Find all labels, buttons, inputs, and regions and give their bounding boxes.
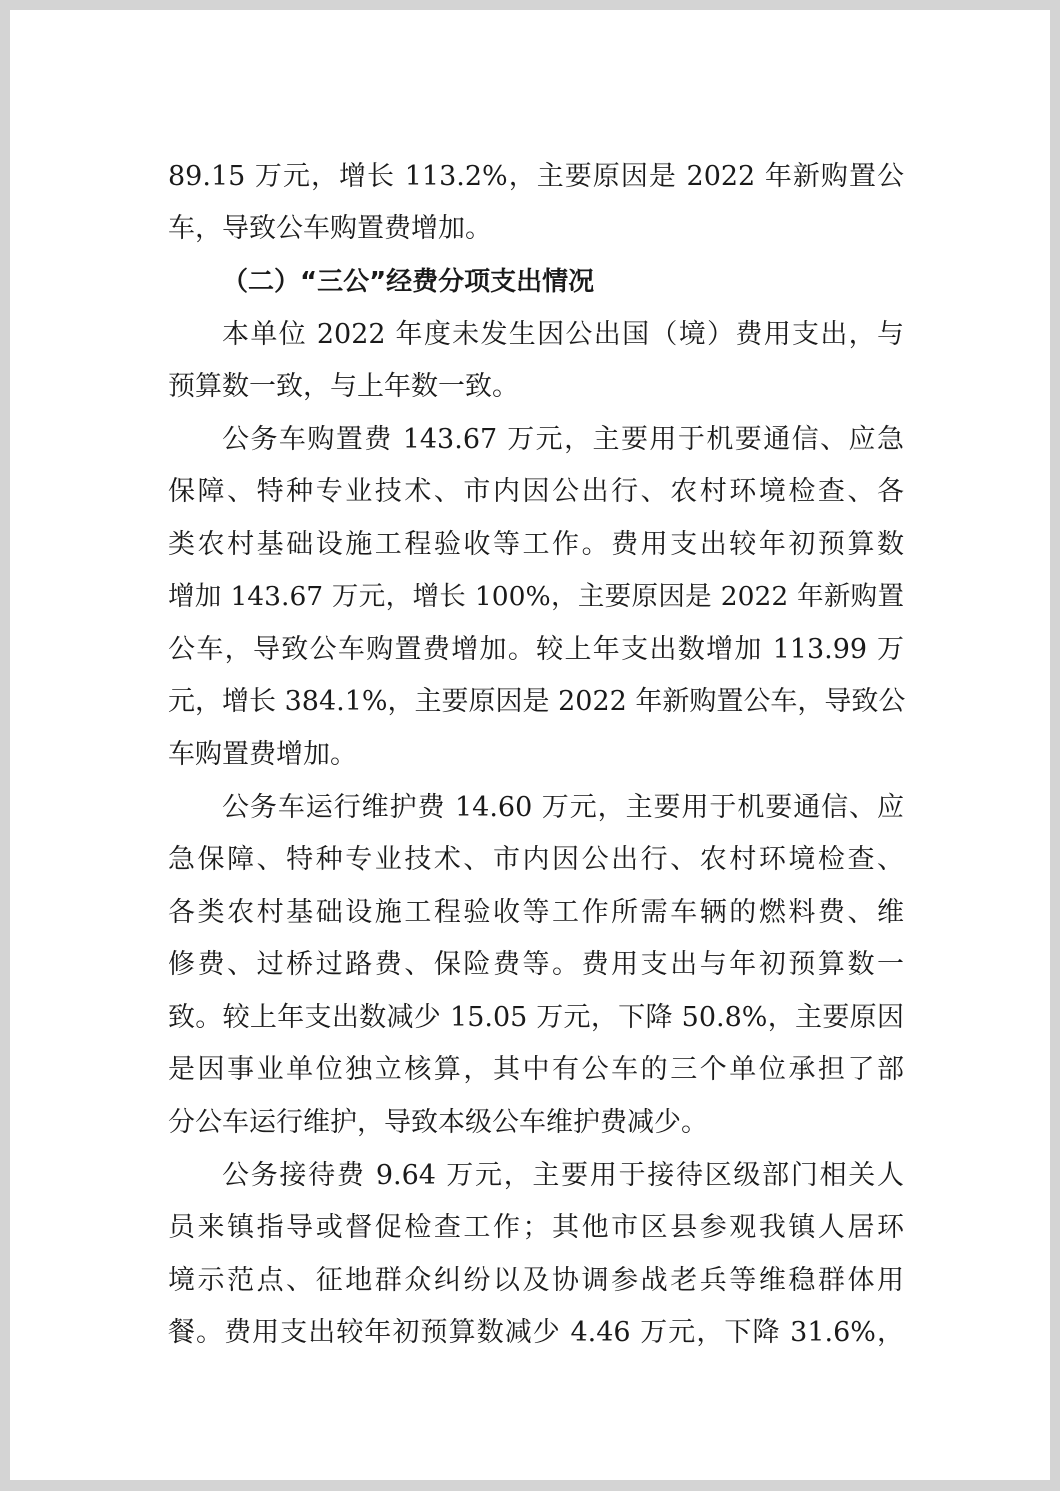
text-line: 车，导致公车购置费增加。 (168, 213, 492, 244)
text-line: 类农村基础设施工程验收等工作。费用支出较年初预算数 (168, 529, 904, 560)
text-line: 元，增长 384.1%，主要原因是 2022 年新购置公车，导致公 (168, 686, 906, 717)
text-line: 境示范点、征地群众纠纷以及协调参战老兵等维稳群体用 (168, 1265, 904, 1296)
text-line: 增加 143.67 万元，增长 100%，主要原因是 2022 年新购置 (168, 581, 904, 612)
text-line: 公务车运行维护费 14.60 万元，主要用于机要通信、应 (222, 792, 904, 823)
document-page (10, 10, 1050, 1480)
text-line: 员来镇指导或督促检查工作；其他市区县参观我镇人居环 (168, 1212, 904, 1243)
text-line: 车购置费增加。 (168, 739, 357, 770)
text-line: 分公车运行维护，导致本级公车维护费减少。 (168, 1107, 708, 1138)
text-line: 餐。费用支出较年初预算数减少 4.46 万元，下降 31.6%， (168, 1317, 904, 1348)
text-line: 保障、特种专业技术、市内因公出行、农村环境检查、各 (168, 476, 904, 507)
text-line: 公车，导致公车购置费增加。较上年支出数增加 113.99 万 (168, 634, 904, 665)
text-line: 公务车购置费 143.67 万元，主要用于机要通信、应急 (222, 424, 904, 455)
text-line: 本单位 2022 年度未发生因公出国（境）费用支出，与 (222, 319, 904, 350)
text-line: 89.15 万元，增长 113.2%，主要原因是 2022 年新购置公 (168, 161, 904, 192)
section-heading: （二）“三公”经费分项支出情况 (222, 267, 595, 297)
text-line: 致。较上年支出数减少 15.05 万元，下降 50.8%，主要原因 (168, 1002, 904, 1033)
text-line: 预算数一致，与上年数一致。 (168, 371, 519, 402)
text-line: 是因事业单位独立核算，其中有公车的三个单位承担了部 (168, 1054, 904, 1085)
text-line: 急保障、特种专业技术、市内因公出行、农村环境检查、 (168, 844, 904, 875)
text-line: 各类农村基础设施工程验收等工作所需车辆的燃料费、维 (168, 897, 904, 928)
text-line: 修费、过桥过路费、保险费等。费用支出与年初预算数一 (168, 949, 904, 980)
text-line: 公务接待费 9.64 万元，主要用于接待区级部门相关人 (222, 1160, 904, 1191)
